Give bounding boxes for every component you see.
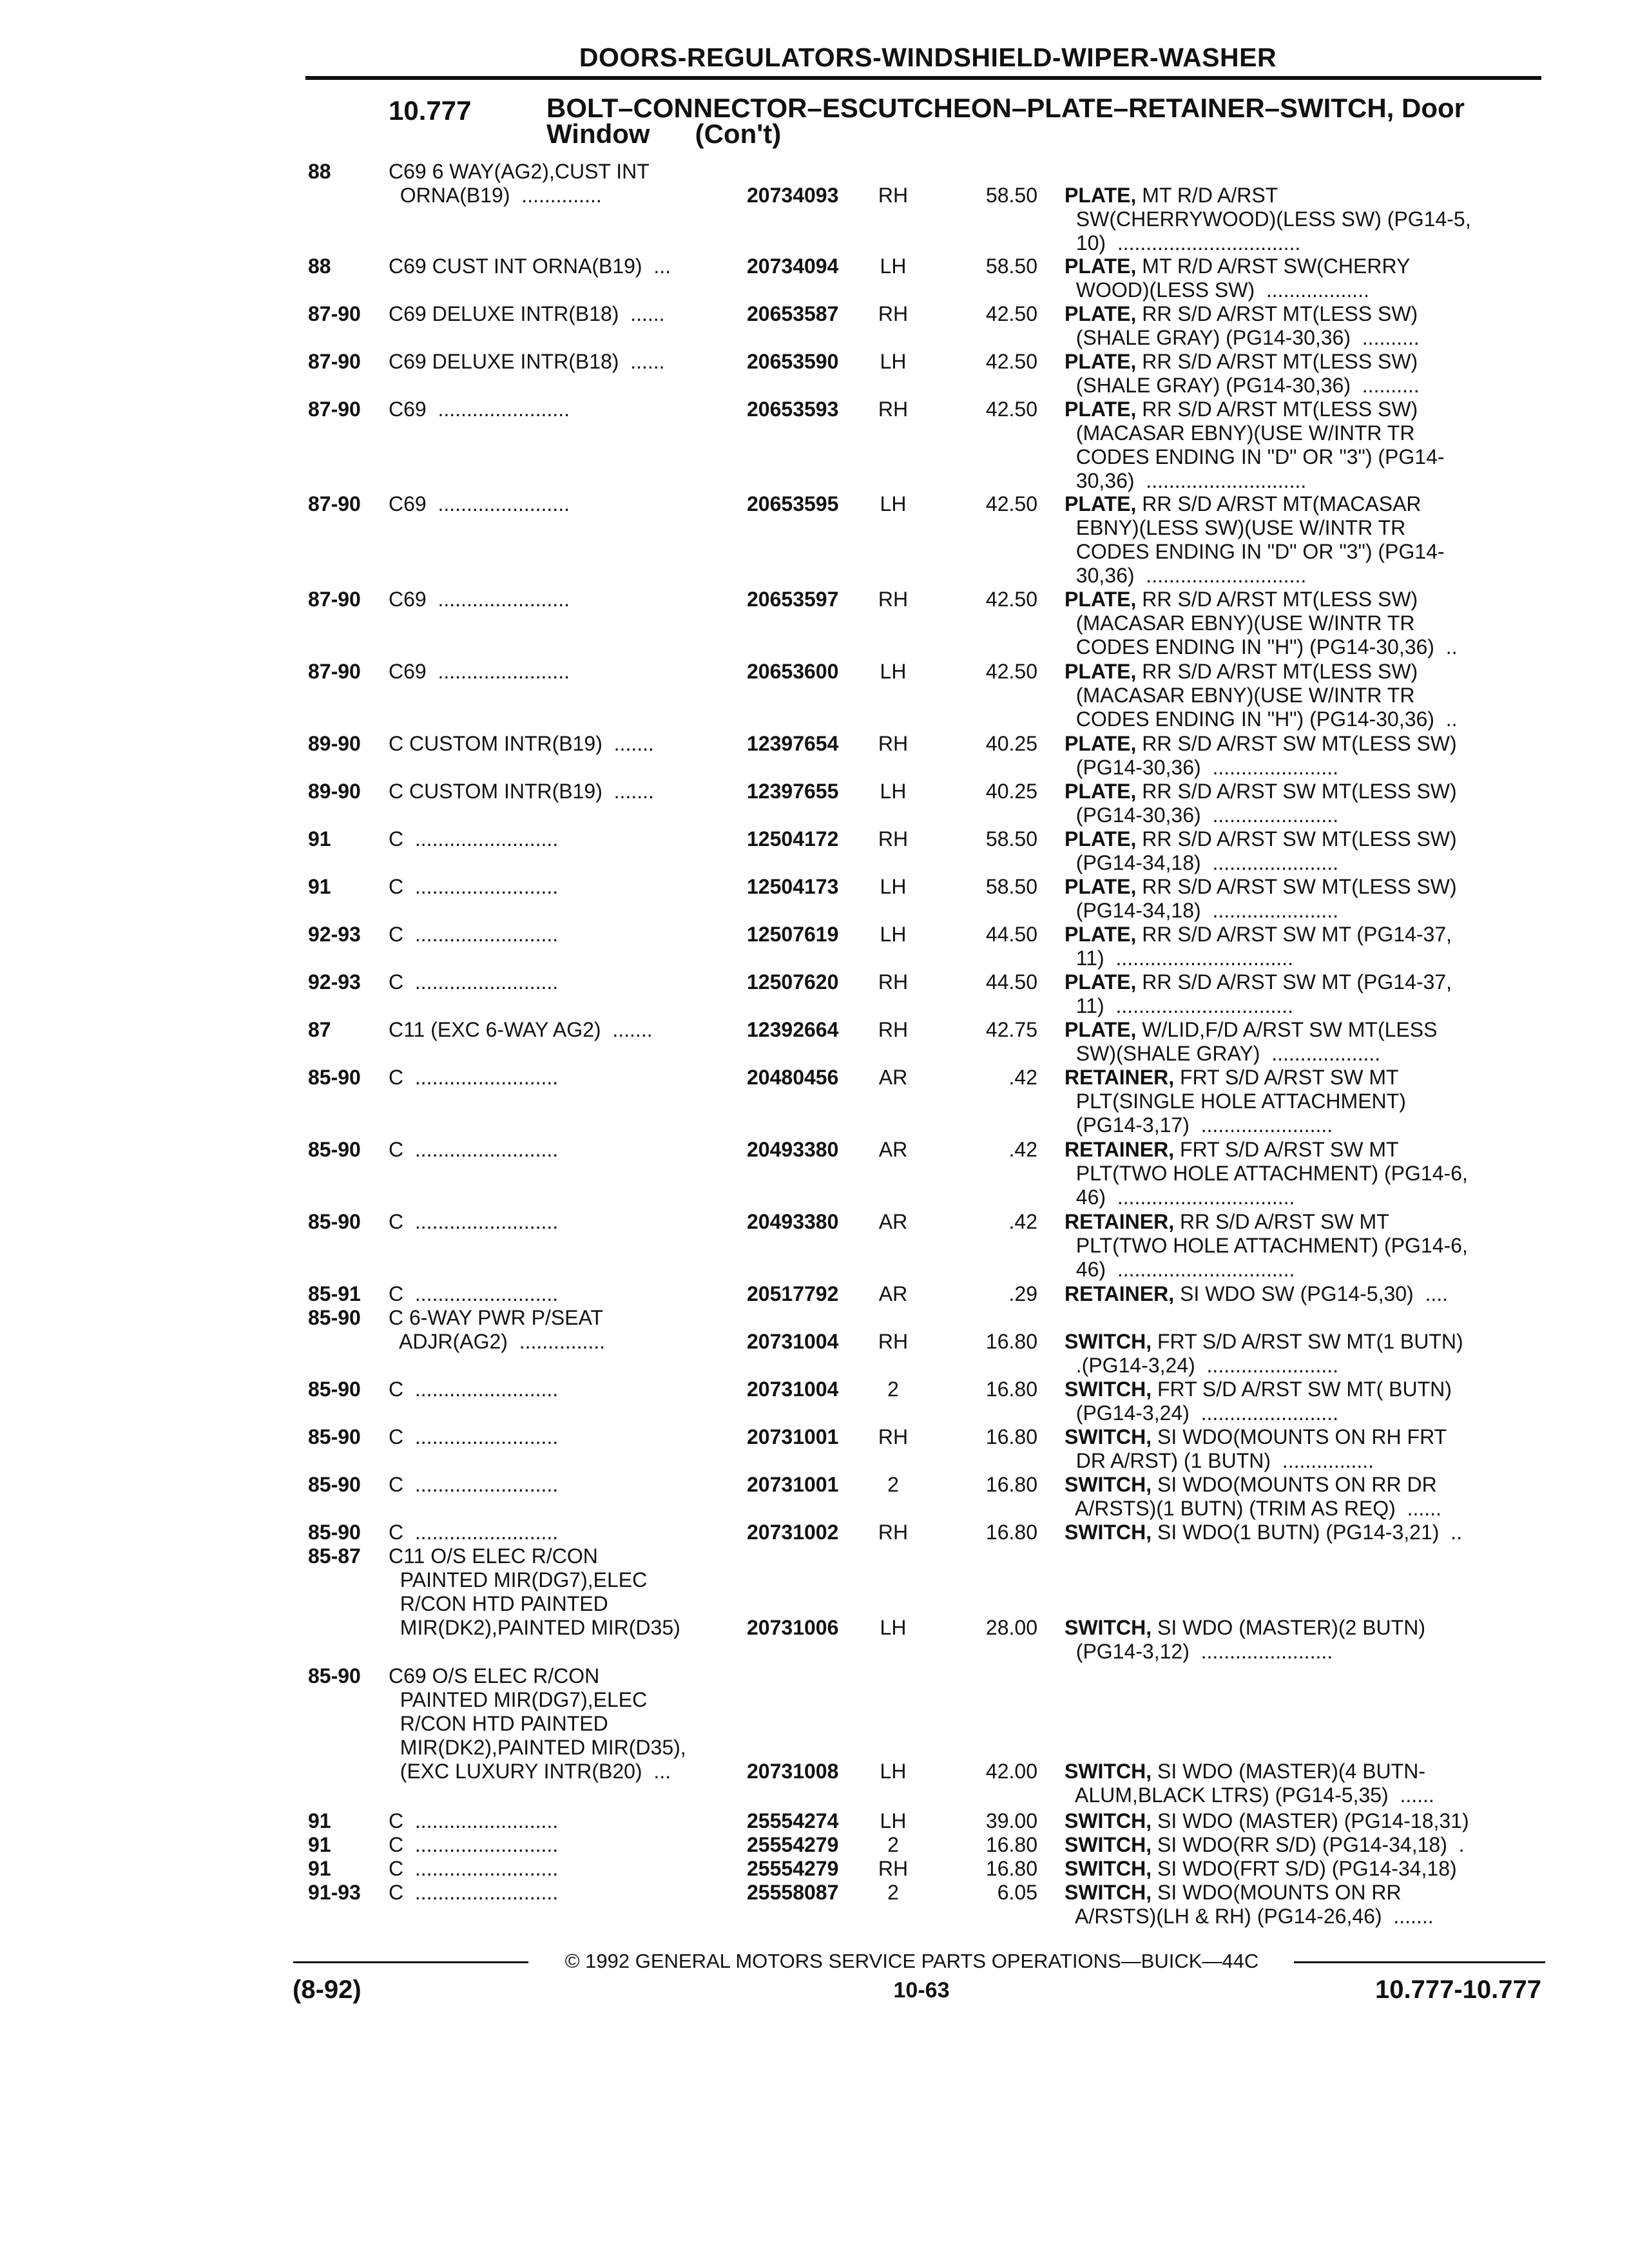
description-text: RR S/D A/RST MT(LESS SW) (SHALE GRAY) (PG14-30,36) .......... (1075, 350, 1420, 397)
description (1065, 923, 1541, 970)
model-year: 85-91 (308, 1282, 361, 1305)
application: C ......................... (389, 1210, 559, 1233)
quantity: RH (878, 827, 909, 850)
range-code: 10.777-10.777 (1374, 1975, 1541, 2004)
description (1065, 1138, 1541, 1209)
quantity: RH (878, 1425, 909, 1448)
part-number: 25554279 (747, 1833, 839, 1856)
part-name: PLATE, (1065, 660, 1137, 683)
description-text: W/LID,F/D A/RST SW MT(LESS SW)(SHALE GRAY) ................... (1075, 1018, 1438, 1065)
description (1065, 827, 1541, 875)
description (1065, 1210, 1541, 1282)
section-number: 10.777 (389, 95, 472, 126)
application: C69 DELUXE INTR(B18) ...... (389, 302, 665, 325)
quantity: RH (878, 588, 909, 611)
part-name: PLATE, (1065, 492, 1137, 515)
price: 42.50 (985, 302, 1037, 325)
application: C ......................... (389, 970, 559, 994)
description-text: MT R/D A/RST SW(CHERRY WOOD)(LESS SW) .................. (1075, 255, 1411, 302)
part-number: 20734093 (747, 184, 839, 207)
part-number: 20653597 (747, 588, 839, 611)
part-name: SWITCH, (1065, 1857, 1152, 1880)
part-number: 12504172 (747, 827, 839, 850)
copyright: © 1992 GENERAL MOTORS SERVICE PARTS OPERATIONS—BUICK—44C (564, 1950, 1259, 1972)
application: C69 O/S ELEC R/CON PAINTED MIR(DG7),ELEC R/CON HTD PAINTED MIR(DK2),PAINTED MIR(D35), (EXC LUXURY INTR(B20) ... (389, 1664, 686, 1783)
model-year: 85-90 (308, 1521, 361, 1544)
price: 16.80 (985, 1378, 1037, 1401)
model-year: 91 (308, 1857, 331, 1880)
price: 42.50 (985, 350, 1037, 373)
part-number: 12504173 (747, 875, 839, 898)
model-year: 87-90 (308, 398, 361, 421)
model-year: 85-90 (308, 1425, 361, 1448)
model-year: 92-93 (308, 970, 361, 994)
quantity: AR (878, 1138, 908, 1161)
model-year: 87-90 (308, 660, 361, 683)
application: C69 DELUXE INTR(B18) ...... (389, 350, 665, 373)
description (1065, 732, 1541, 780)
description-text: RR S/D A/RST MT(LESS SW) (MACASAR EBNY)(USE W/INTR TR CODES ENDING IN "D" OR "3") (PG14- 30,36) ............................ (1075, 398, 1445, 492)
part-name: SWITCH, (1065, 1809, 1152, 1832)
header-rule (305, 76, 1541, 80)
part-name: SWITCH, (1065, 1473, 1152, 1496)
part-number: 20731001 (747, 1473, 839, 1496)
application: C69 ....................... (389, 660, 570, 683)
part-name: SWITCH, (1065, 1760, 1152, 1783)
part-name: PLATE, (1065, 923, 1137, 946)
part-name: RETAINER, (1065, 1066, 1175, 1089)
part-name: PLATE, (1065, 588, 1137, 611)
application: C CUSTOM INTR(B19) ....... (389, 780, 654, 803)
application: C69 ....................... (389, 398, 570, 421)
description-text: RR S/D A/RST SW MT PLT(TWO HOLE ATTACHMENT) (PG14-6, 46) ............................... (1075, 1210, 1468, 1281)
model-year: 85-90 (308, 1378, 361, 1401)
description (1065, 1809, 1541, 1833)
price: 16.80 (985, 1473, 1037, 1496)
price: 44.50 (985, 970, 1037, 994)
model-year: 85-90 (308, 1306, 361, 1329)
application: C CUSTOM INTR(B19) ....... (389, 732, 654, 755)
part-name: SWITCH, (1065, 1378, 1152, 1401)
part-number: 20653590 (747, 350, 839, 373)
part-number: 12397655 (747, 780, 839, 803)
description-text: RR S/D A/RST SW MT(LESS SW) (PG14-30,36) ...................... (1075, 780, 1457, 827)
description-text: SI WDO(MOUNTS ON RH FRT DR A/RST) (1 BUTN) ................ (1075, 1425, 1447, 1472)
price: 58.50 (985, 184, 1037, 207)
part-number: 20731004 (747, 1378, 839, 1401)
description (1065, 780, 1541, 827)
price: 40.25 (985, 780, 1037, 803)
part-name: SWITCH, (1065, 1833, 1152, 1856)
model-year: 89-90 (308, 780, 361, 803)
part-number: 20653593 (747, 398, 839, 421)
part-number: 20653600 (747, 660, 839, 683)
description-text: SI WDO(RR S/D) (PG14-34,18) . (1152, 1833, 1465, 1856)
quantity: 2 (887, 1378, 899, 1401)
quantity: LH (880, 660, 907, 683)
quantity: LH (880, 1760, 907, 1783)
price: 16.80 (985, 1330, 1037, 1353)
description (1065, 1378, 1541, 1425)
part-number: 12507620 (747, 970, 839, 994)
quantity: LH (880, 780, 907, 803)
model-year: 91 (308, 1809, 331, 1832)
description-text: RR S/D A/RST SW MT (PG14-37, 11) ............................... (1075, 923, 1452, 970)
part-name: PLATE, (1065, 302, 1137, 325)
description (1065, 1616, 1541, 1664)
description-text: RR S/D A/RST SW MT(LESS SW) (PG14-34,18) ...................... (1075, 827, 1457, 874)
part-name: RETAINER, (1065, 1138, 1175, 1161)
model-year: 91-93 (308, 1881, 361, 1904)
model-year: 87 (308, 1018, 331, 1041)
quantity: 2 (887, 1473, 899, 1496)
model-year: 92-93 (308, 923, 361, 946)
model-year: 88 (308, 255, 331, 278)
description-text: SI WDO(MOUNTS ON RR A/RSTS)(LH & RH) (PG14-26,46) ....... (1075, 1881, 1434, 1928)
application: C ......................... (389, 1138, 559, 1161)
part-number: 20493380 (747, 1210, 839, 1233)
application: C ......................... (389, 1066, 559, 1089)
part-name: PLATE, (1065, 184, 1137, 207)
description (1065, 1521, 1541, 1544)
part-name: PLATE, (1065, 732, 1137, 755)
application: C ......................... (389, 1809, 559, 1832)
model-year: 85-90 (308, 1664, 361, 1687)
application: C ......................... (389, 1425, 559, 1448)
part-number: 20731001 (747, 1425, 839, 1448)
price: 42.50 (985, 398, 1037, 421)
application: C69 CUST INT ORNA(B19) ... (389, 255, 671, 278)
quantity: RH (878, 1330, 909, 1353)
part-number: 20493380 (747, 1138, 839, 1161)
part-name: PLATE, (1065, 827, 1137, 850)
description (1065, 875, 1541, 923)
quantity: RH (878, 184, 909, 207)
description (1065, 1425, 1541, 1473)
part-number: 20653595 (747, 492, 839, 515)
description (1065, 1881, 1541, 1928)
price: .42 (1008, 1066, 1037, 1089)
part-number: 20480456 (747, 1066, 839, 1089)
part-number: 20734094 (747, 255, 839, 278)
price: 42.50 (985, 588, 1037, 611)
price: 16.80 (985, 1857, 1037, 1880)
price: 42.00 (985, 1760, 1037, 1783)
model-year: 89-90 (308, 732, 361, 755)
model-year: 85-87 (308, 1544, 361, 1568)
section-title (546, 95, 1552, 147)
part-number: 20731008 (747, 1760, 839, 1783)
model-year: 91 (308, 1833, 331, 1856)
description (1065, 1330, 1541, 1378)
quantity: RH (878, 302, 909, 325)
date-code: (8-92) (293, 1975, 361, 2004)
application: C ......................... (389, 1378, 559, 1401)
section-title-line2: Window (Con't) (546, 119, 782, 149)
part-name: SWITCH, (1065, 1616, 1152, 1639)
application: C ......................... (389, 1881, 559, 1904)
price: 16.80 (985, 1833, 1037, 1856)
application: C ......................... (389, 1282, 559, 1305)
application: C ......................... (389, 827, 559, 850)
application: C ......................... (389, 1857, 559, 1880)
quantity: RH (878, 732, 909, 755)
part-number: 12392664 (747, 1018, 839, 1041)
price: 58.50 (985, 827, 1037, 850)
footer-rule-left (293, 1961, 528, 1963)
part-number: 20517792 (747, 1282, 839, 1305)
quantity: RH (878, 1521, 909, 1544)
part-number: 25554279 (747, 1857, 839, 1880)
price: 6.05 (997, 1881, 1037, 1904)
description-text: SI WDO(FRT S/D) (PG14-34,18) (1152, 1857, 1457, 1880)
part-number: 20731002 (747, 1521, 839, 1544)
description (1065, 492, 1541, 588)
application: C69 6 WAY(AG2),CUST INT ORNA(B19) .............. (389, 160, 650, 207)
description-text: RR S/D A/RST MT(LESS SW) (SHALE GRAY) (PG14-30,36) .......... (1075, 302, 1420, 349)
footer-rule-right (1294, 1961, 1545, 1963)
description (1065, 660, 1541, 731)
model-year: 87-90 (308, 350, 361, 373)
description-text: MT R/D A/RST SW(CHERRYWOOD)(LESS SW) (PG14-5, 10) ................................ (1075, 184, 1471, 255)
model-year: 91 (308, 875, 331, 898)
part-name: PLATE, (1065, 350, 1137, 373)
description (1065, 1833, 1541, 1857)
description-text: RR S/D A/RST SW MT(LESS SW) (PG14-30,36) ...................... (1075, 732, 1457, 779)
description (1065, 398, 1541, 493)
quantity: LH (880, 255, 907, 278)
description (1065, 302, 1541, 350)
description-text: FRT S/D A/RST SW MT PLT(TWO HOLE ATTACHMENT) (PG14-6, 46) ............................... (1075, 1138, 1468, 1209)
description-text: SI WDO (MASTER)(2 BUTN) (PG14-3,12) ....................... (1075, 1616, 1425, 1663)
price: 42.50 (985, 660, 1037, 683)
model-year: 85-90 (308, 1473, 361, 1496)
description-text: FRT S/D A/RST SW MT( BUTN) (PG14-3,24) ........................ (1075, 1378, 1452, 1425)
price: 44.50 (985, 923, 1037, 946)
application: C11 (EXC 6-WAY AG2) ....... (389, 1018, 653, 1041)
description (1065, 588, 1541, 659)
description (1065, 1282, 1541, 1306)
application: C ......................... (389, 1833, 559, 1856)
application: C 6-WAY PWR P/SEAT ADJR(AG2) ............... (389, 1306, 606, 1353)
price: 16.80 (985, 1425, 1037, 1448)
description-text: FRT S/D A/RST SW MT PLT(SINGLE HOLE ATTACHMENT) (PG14-3,17) ....................... (1075, 1066, 1406, 1137)
application: C ......................... (389, 923, 559, 946)
description-text: RR S/D A/RST MT(MACASAR EBNY)(LESS SW)(USE W/INTR TR CODES ENDING IN "D" OR "3") (PG14- 30,36) ............................ (1075, 492, 1445, 587)
price: 16.80 (985, 1521, 1037, 1544)
part-number: 25558087 (747, 1881, 839, 1904)
description-text: SI WDO(1 BUTN) (PG14-3,21) .. (1152, 1521, 1462, 1544)
description (1065, 350, 1541, 398)
description (1065, 1018, 1541, 1066)
quantity: LH (880, 492, 907, 515)
description-text: SI WDO SW (PG14-5,30) .... (1174, 1282, 1449, 1305)
page-header: DOORS-REGULATORS-WINDSHIELD-WIPER-WASHER (579, 43, 1277, 72)
quantity: LH (880, 1616, 907, 1639)
part-name: PLATE, (1065, 1018, 1137, 1041)
part-number: 12397654 (747, 732, 839, 755)
description-text: FRT S/D A/RST SW MT(1 BUTN) .(PG14-3,24) ....................... (1075, 1330, 1463, 1377)
application: C11 O/S ELEC R/CON PAINTED MIR(DG7),ELEC R/CON HTD PAINTED MIR(DK2),PAINTED MIR(D35) (389, 1544, 680, 1639)
application: C ......................... (389, 1521, 559, 1544)
quantity: RH (878, 398, 909, 421)
price: .42 (1008, 1138, 1037, 1161)
model-year: 87-90 (308, 588, 361, 611)
model-year: 91 (308, 827, 331, 850)
quantity: AR (878, 1282, 908, 1305)
part-name: PLATE, (1065, 398, 1137, 421)
price: 42.75 (985, 1018, 1037, 1041)
quantity: AR (878, 1210, 908, 1233)
price: .42 (1008, 1210, 1037, 1233)
price: .29 (1008, 1282, 1037, 1305)
description-text: RR S/D A/RST MT(LESS SW) (MACASAR EBNY)(USE W/INTR TR CODES ENDING IN "H") (PG14-30,36) .. (1075, 660, 1458, 731)
part-number: 20653587 (747, 302, 839, 325)
part-number: 12507619 (747, 923, 839, 946)
quantity: AR (878, 1066, 908, 1089)
description-text: RR S/D A/RST SW MT (PG14-37, 11) ............................... (1075, 970, 1452, 1017)
application: C69 ....................... (389, 588, 570, 611)
part-number: 20731004 (747, 1330, 839, 1353)
application: C ......................... (389, 1473, 559, 1496)
price: 42.50 (985, 492, 1037, 515)
part-number: 20731006 (747, 1616, 839, 1639)
description-text: SI WDO (MASTER) (PG14-18,31) (1152, 1809, 1469, 1832)
description-text: SI WDO (MASTER)(4 BUTN- ALUM,BLACK LTRS) (PG14-5,35) ...... (1075, 1760, 1434, 1807)
part-name: PLATE, (1065, 970, 1137, 994)
description (1065, 255, 1541, 302)
part-name: RETAINER, (1065, 1210, 1175, 1233)
quantity: LH (880, 1809, 907, 1832)
quantity: 2 (887, 1833, 899, 1856)
part-name: SWITCH, (1065, 1425, 1152, 1448)
description (1065, 970, 1541, 1018)
quantity: LH (880, 875, 907, 898)
description (1065, 1473, 1541, 1521)
model-year: 87-90 (308, 302, 361, 325)
price: 40.25 (985, 732, 1037, 755)
model-year: 87-90 (308, 492, 361, 515)
page-number: 10-63 (893, 1978, 950, 2003)
description (1065, 1857, 1541, 1881)
section-title-line1: BOLT–CONNECTOR–ESCUTCHEON–PLATE–RETAINER–SWITCH, Door (546, 93, 1465, 123)
description (1065, 184, 1541, 255)
quantity: LH (880, 350, 907, 373)
quantity: RH (878, 1857, 909, 1880)
part-name: PLATE, (1065, 780, 1137, 803)
part-name: SWITCH, (1065, 1330, 1152, 1353)
description (1065, 1760, 1541, 1807)
price: 39.00 (985, 1809, 1037, 1832)
part-name: RETAINER, (1065, 1282, 1175, 1305)
quantity: LH (880, 923, 907, 946)
model-year: 85-90 (308, 1138, 361, 1161)
description-text: RR S/D A/RST SW MT(LESS SW) (PG14-34,18) ...................... (1075, 875, 1457, 922)
price: 28.00 (985, 1616, 1037, 1639)
description-text: RR S/D A/RST MT(LESS SW) (MACASAR EBNY)(USE W/INTR TR CODES ENDING IN "H") (PG14-30,36) .. (1075, 588, 1458, 658)
application: C ......................... (389, 875, 559, 898)
application: C69 ....................... (389, 492, 570, 515)
quantity: RH (878, 970, 909, 994)
price: 58.50 (985, 255, 1037, 278)
part-name: PLATE, (1065, 255, 1137, 278)
quantity: 2 (887, 1881, 899, 1904)
model-year: 85-90 (308, 1066, 361, 1089)
quantity: RH (878, 1018, 909, 1041)
part-name: SWITCH, (1065, 1881, 1152, 1904)
description (1065, 1066, 1541, 1137)
part-number: 25554274 (747, 1809, 839, 1832)
description-text: SI WDO(MOUNTS ON RR DR A/RSTS)(1 BUTN) (TRIM AS REQ) ...... (1075, 1473, 1441, 1520)
model-year: 85-90 (308, 1210, 361, 1233)
model-year: 88 (308, 160, 331, 183)
price: 58.50 (985, 875, 1037, 898)
part-name: SWITCH, (1065, 1521, 1152, 1544)
part-name: PLATE, (1065, 875, 1137, 898)
